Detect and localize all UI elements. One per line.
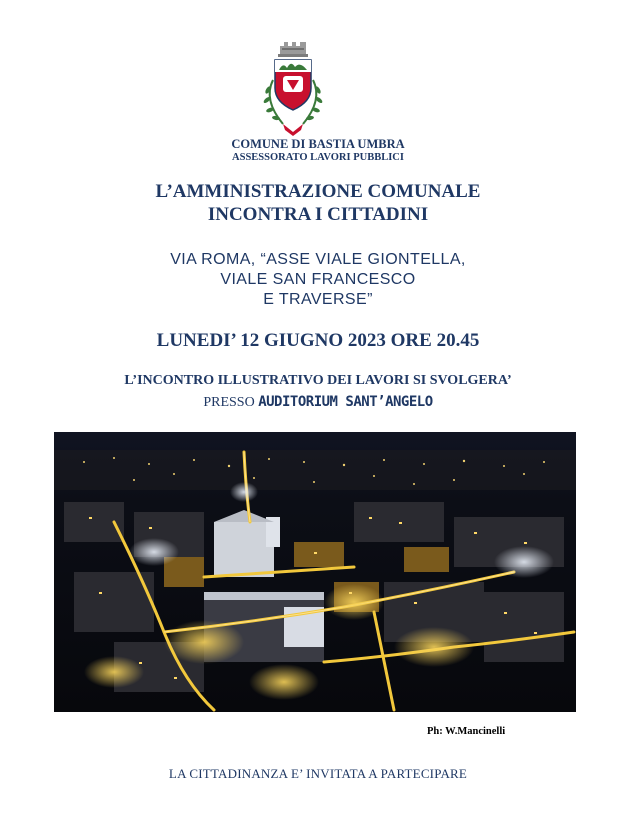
night-aerial-town-photo [54,432,576,712]
municipality-name: COMUNE DI BASTIA UMBRA [231,137,405,151]
subject-line-2: VIALE SAN FRANCESCO [220,271,416,288]
department-name: ASSESSORATO LAVORI PUBBLICI [232,152,404,163]
headline-line-2: INCONTRA I CITTADINI [207,204,429,225]
municipal-crest-logo [253,40,333,140]
subject-line-3: E TRAVERSE” [263,291,373,308]
event-date-time: LUNEDI’ 12 GIUGNO 2023 ORE 20.45 [156,330,480,351]
location-prefix: PRESSO [203,395,255,410]
location-name: AUDITORIUM SANT’ANGELO [258,394,433,410]
event-location-line [0,394,636,411]
invitation-text: LA CITTADINANZA E’ INVITATA A PARTECIPARE [168,766,468,781]
photo-credit: Ph: W.Mancinelli [427,726,506,737]
event-description: L’INCONTRO ILLUSTRATIVO DEI LAVORI SI SVOLGERA’ [124,373,512,388]
subject-line-1: VIA ROMA, “ASSE VIALE GIONTELLA, [170,251,466,268]
headline-line-1: L’AMMINISTRAZIONE COMUNALE [155,181,481,202]
